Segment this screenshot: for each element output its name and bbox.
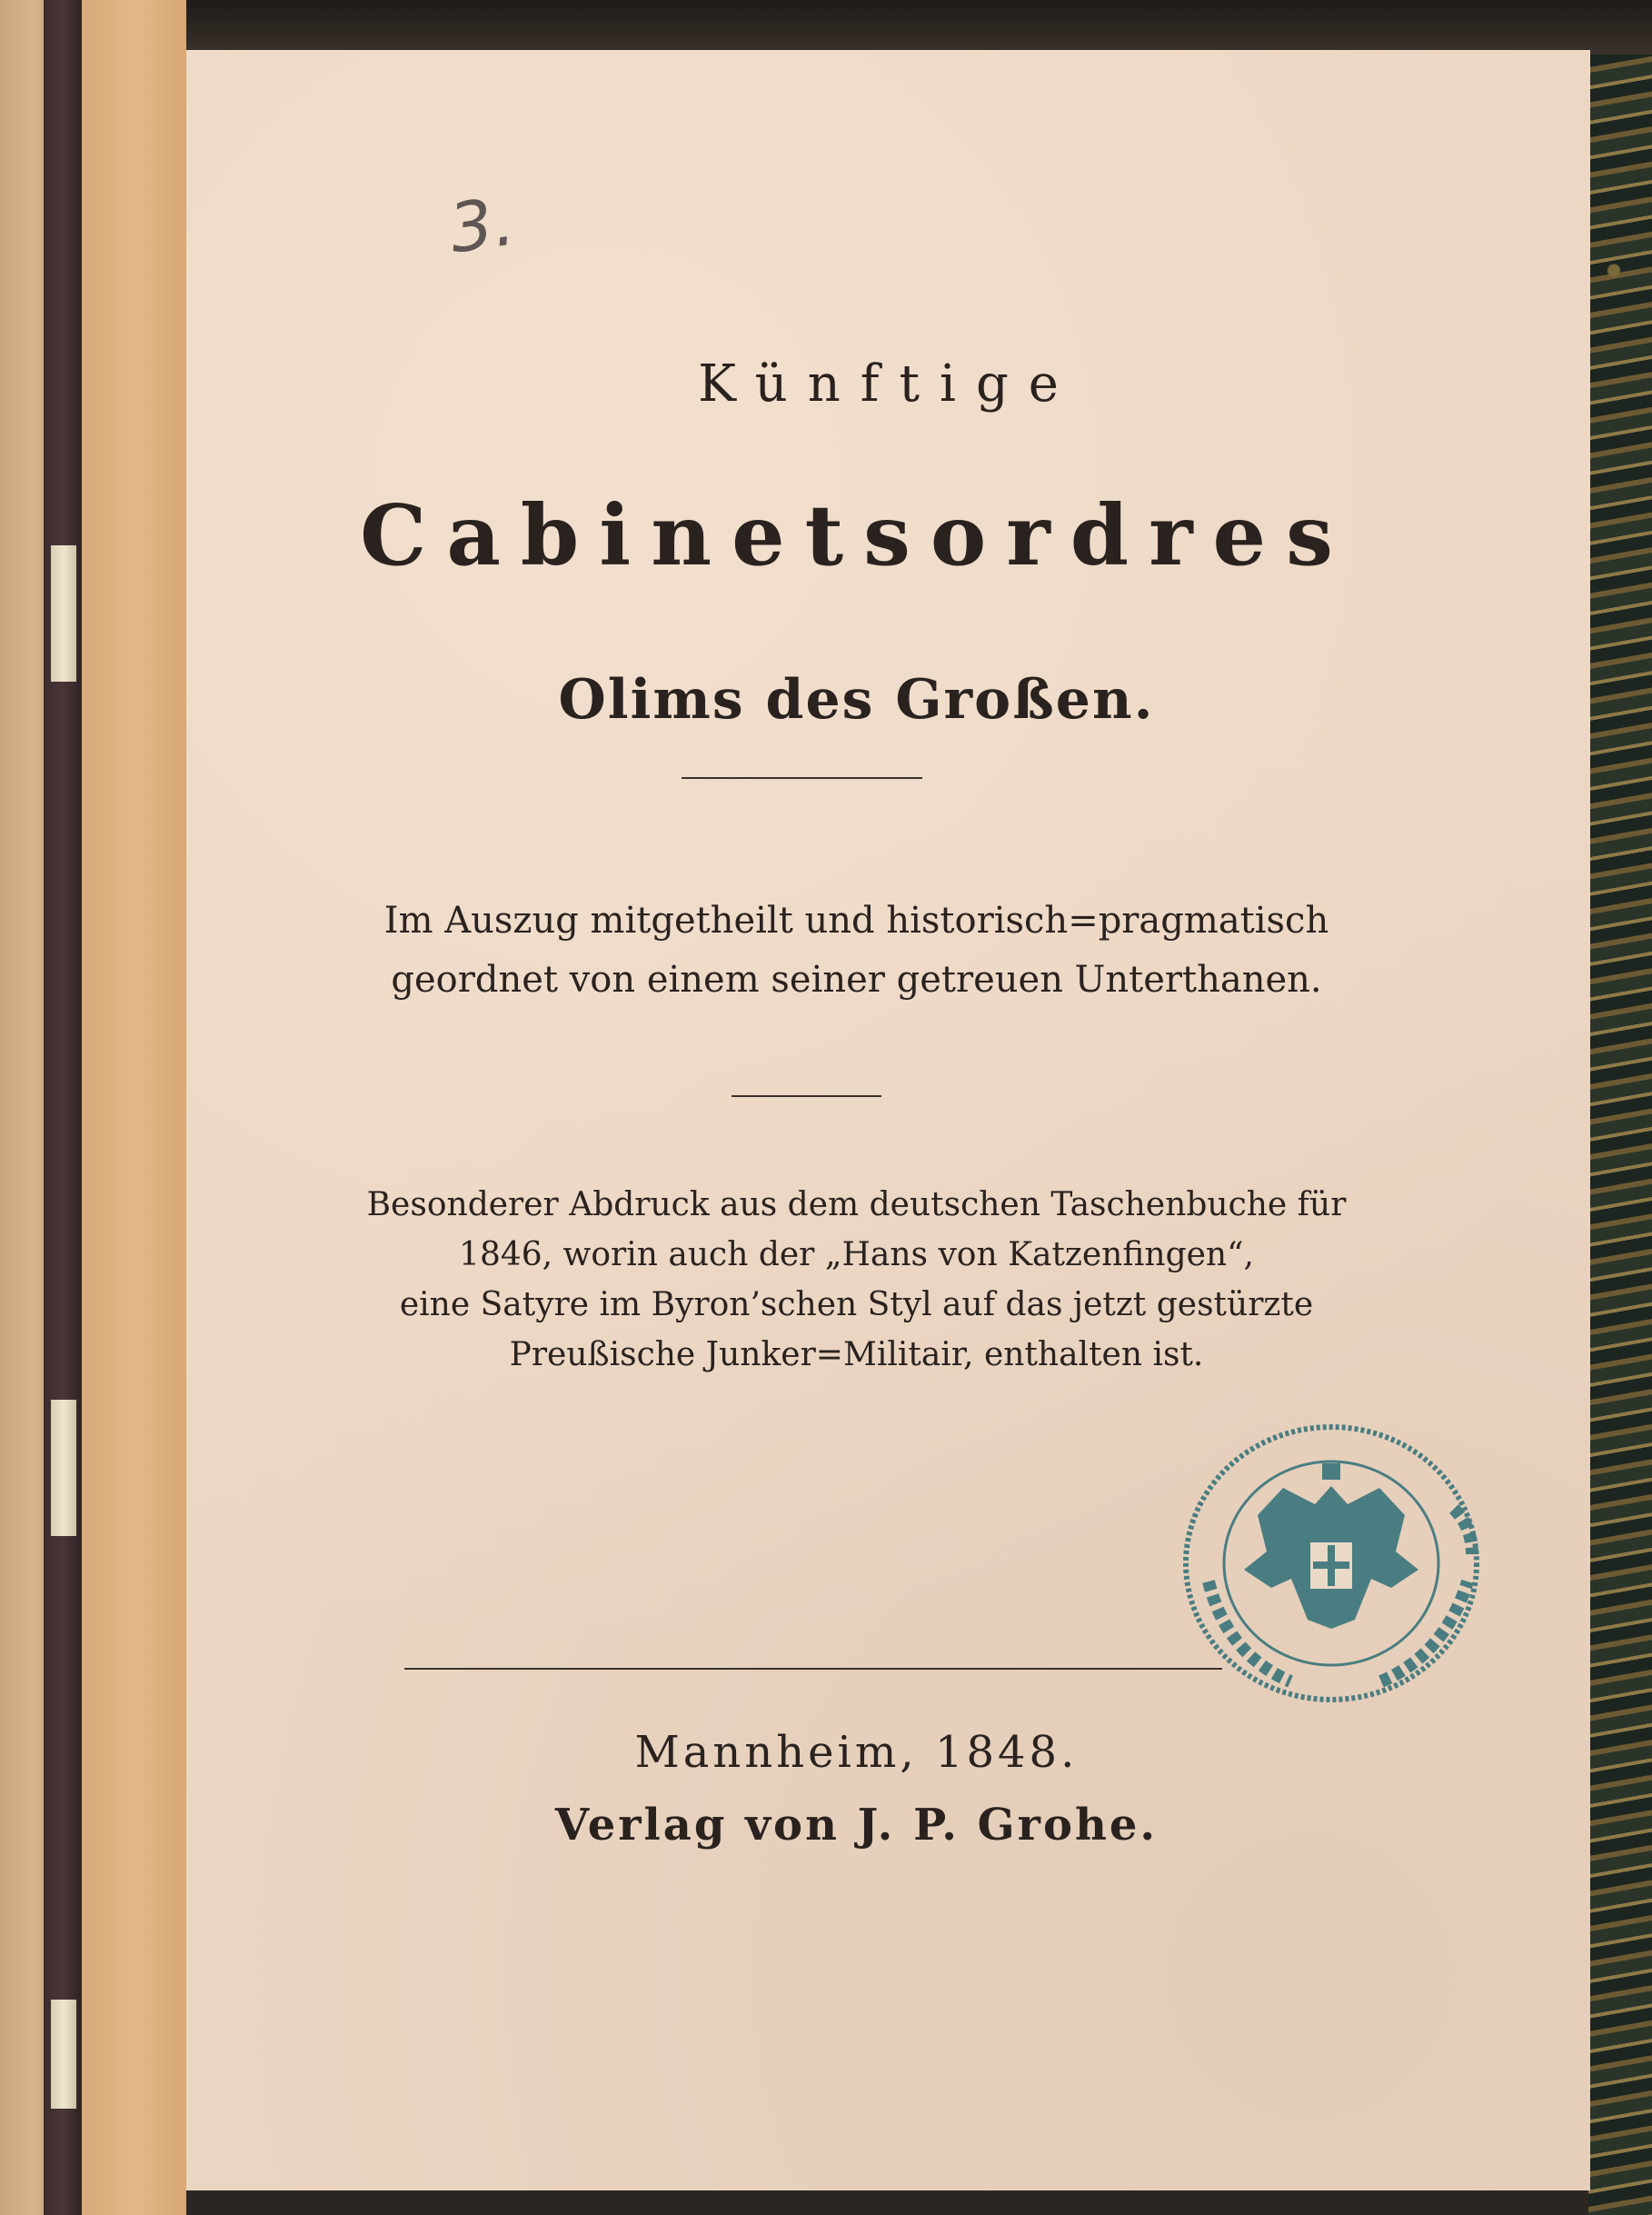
- divider-rule: [682, 777, 922, 779]
- imprint-place-date: Mannheim, 1848.: [634, 1727, 1079, 1778]
- description-line-2: geordnet von einem seiner getreuen Unterthanen.: [391, 959, 1322, 1001]
- library-stamp: [1172, 1400, 1490, 1718]
- shelfmark-note: 3.: [444, 182, 520, 269]
- divider-rule: [731, 1095, 881, 1097]
- title-page: [186, 50, 1590, 2190]
- title-main: Cabinetsordres: [360, 486, 1353, 584]
- book-spine: [44, 0, 82, 2215]
- title-line-1: Künftige: [698, 354, 1079, 414]
- spine-tape: [51, 545, 76, 682]
- flyleaf: [82, 0, 186, 2215]
- note-line-3: eine Satyre im Byron’schen Styl auf das jetzt gestürzte: [399, 1286, 1314, 1323]
- note-line-2: 1846, worin auch der „Hans von Katzenfingen“,: [459, 1236, 1254, 1273]
- note-line-1: Besonderer Abdruck aus dem deutschen Taschenbuche für: [366, 1186, 1347, 1223]
- spine-tape: [51, 1400, 76, 1536]
- imprint-rule: [404, 1668, 1222, 1670]
- description-line-1: Im Auszug mitgetheilt und historisch=pragmatisch: [383, 900, 1329, 942]
- note-line-4: Preußische Junker=Militair, enthalten ist.: [509, 1336, 1204, 1373]
- title-line-3: Olims des Großen.: [558, 668, 1155, 732]
- top-shadow: [82, 0, 1652, 55]
- spine-tape: [51, 2000, 76, 2109]
- marbled-edge: [1588, 55, 1652, 2215]
- imprint-publisher: Verlag von J. P. Grohe.: [554, 1800, 1159, 1851]
- double-headed-eagle-stamp-icon: [1186, 1427, 1477, 1700]
